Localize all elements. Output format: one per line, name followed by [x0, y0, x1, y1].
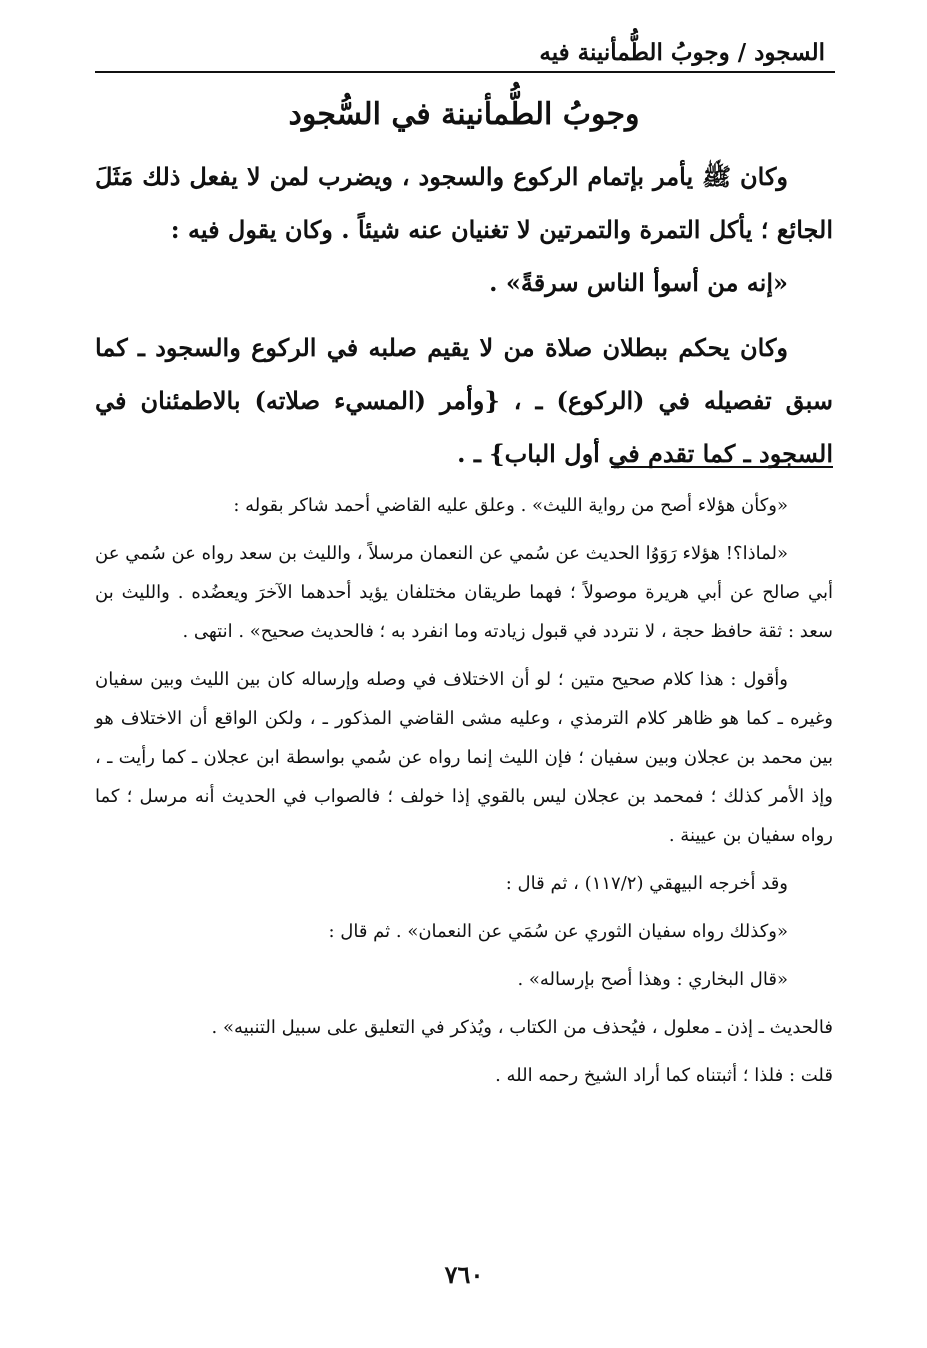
footnote-paragraph: «وكذلك رواه سفيان الثوري عن سُمَي عن النعمان» . ثم قال : — [328, 921, 788, 942]
section-title: وجوبُ الطُّمأنينة في السُّجود — [288, 97, 640, 132]
main-paragraph: وكان يحكم ببطلان صلاة من لا يقيم صلبه في الركوع والسجود ـ كما سبق تفصيله في (الركوع) ـ ، {وأمر (المسيء صلاته) بالاطمئنان في السجود ـ كما تقدم في أول الباب} ـ . — [95, 333, 833, 468]
footnote-paragraph: «قال البخاري : وهذا أصح بإرساله» . — [517, 969, 788, 990]
hadith-quote: «إنه من أسوأ الناس سرقةً» . — [489, 268, 788, 297]
header-divider — [95, 71, 835, 73]
main-text — [95, 150, 833, 480]
footnote-paragraph: «وكأن هؤلاء أصح من رواية الليث» . وعلق عليه القاضي أحمد شاكر بقوله : — [233, 495, 788, 516]
footnotes — [95, 486, 833, 1095]
page-number: ٧٦٠ — [444, 1260, 484, 1289]
footnote-paragraph: وأقول : هذا كلام صحيح متين ؛ لو أن الاختلاف في وصله وإرساله كان بين الليث وبين سفيان وغيره ـ كما هو ظاهر كلام الترمذي ، وعليه مشى القاضي المذكور ـ ، ولكن الواقع أن الاختلاف هو بين محمد بن عجلان وبين سفيان ؛ فإن الليث إنما رواه عن سُمي بواسطة ابن عجلان ـ كما رأيت ـ ، وإذ الأمر كذلك ؛ فمحمد بن عجلان ليس بالقوي إذا خولف ؛ فالصواب في الحديث أنه مرسل ؛ كما رواه سفيان بن عيينة . — [95, 669, 833, 846]
footnote-divider — [611, 466, 833, 468]
footnote-paragraph: وقد أخرجه البيهقي (١١٧/٢) ، ثم قال : — [505, 873, 788, 894]
running-header: السجود / وجوبُ الطُّمأنينة فيه — [539, 39, 825, 66]
footnote-paragraph: قلت : فلذا ؛ أثبتناه كما أراد الشيخ رحمه الله . — [495, 1065, 833, 1086]
footnote-paragraph: فالحديث ـ إذن ـ معلول ، فيُحذف من الكتاب ، ويُذكر في التعليق على سبيل التنبيه» . — [211, 1017, 833, 1038]
footnote-paragraph: «لماذا؟! هؤلاء رَوَوُا الحديث عن سُمي عن النعمان مرسلاً ، والليث بن سعد رواه عن سُمي عن أبي صالح عن أبي هريرة موصولاً ؛ فهما طريقان مختلفان يؤيد أحدهما الآخرَ ويعضُده . والليث بن سعد : ثقة حافظ حجة ، لا نتردد في قبول زيادته وما انفرد به ؛ فالحديث صحيح» . انتهى . — [95, 543, 833, 642]
book-page — [95, 0, 833, 1348]
main-paragraph: وكان ﷺ يأمر بإتمام الركوع والسجود ، ويضرب لمن لا يفعل ذلك مَثَلَ الجائع ؛ يأكل التمرة والتمرتين لا تغنيان عنه شيئاً . وكان يقول فيه : — [95, 162, 833, 244]
